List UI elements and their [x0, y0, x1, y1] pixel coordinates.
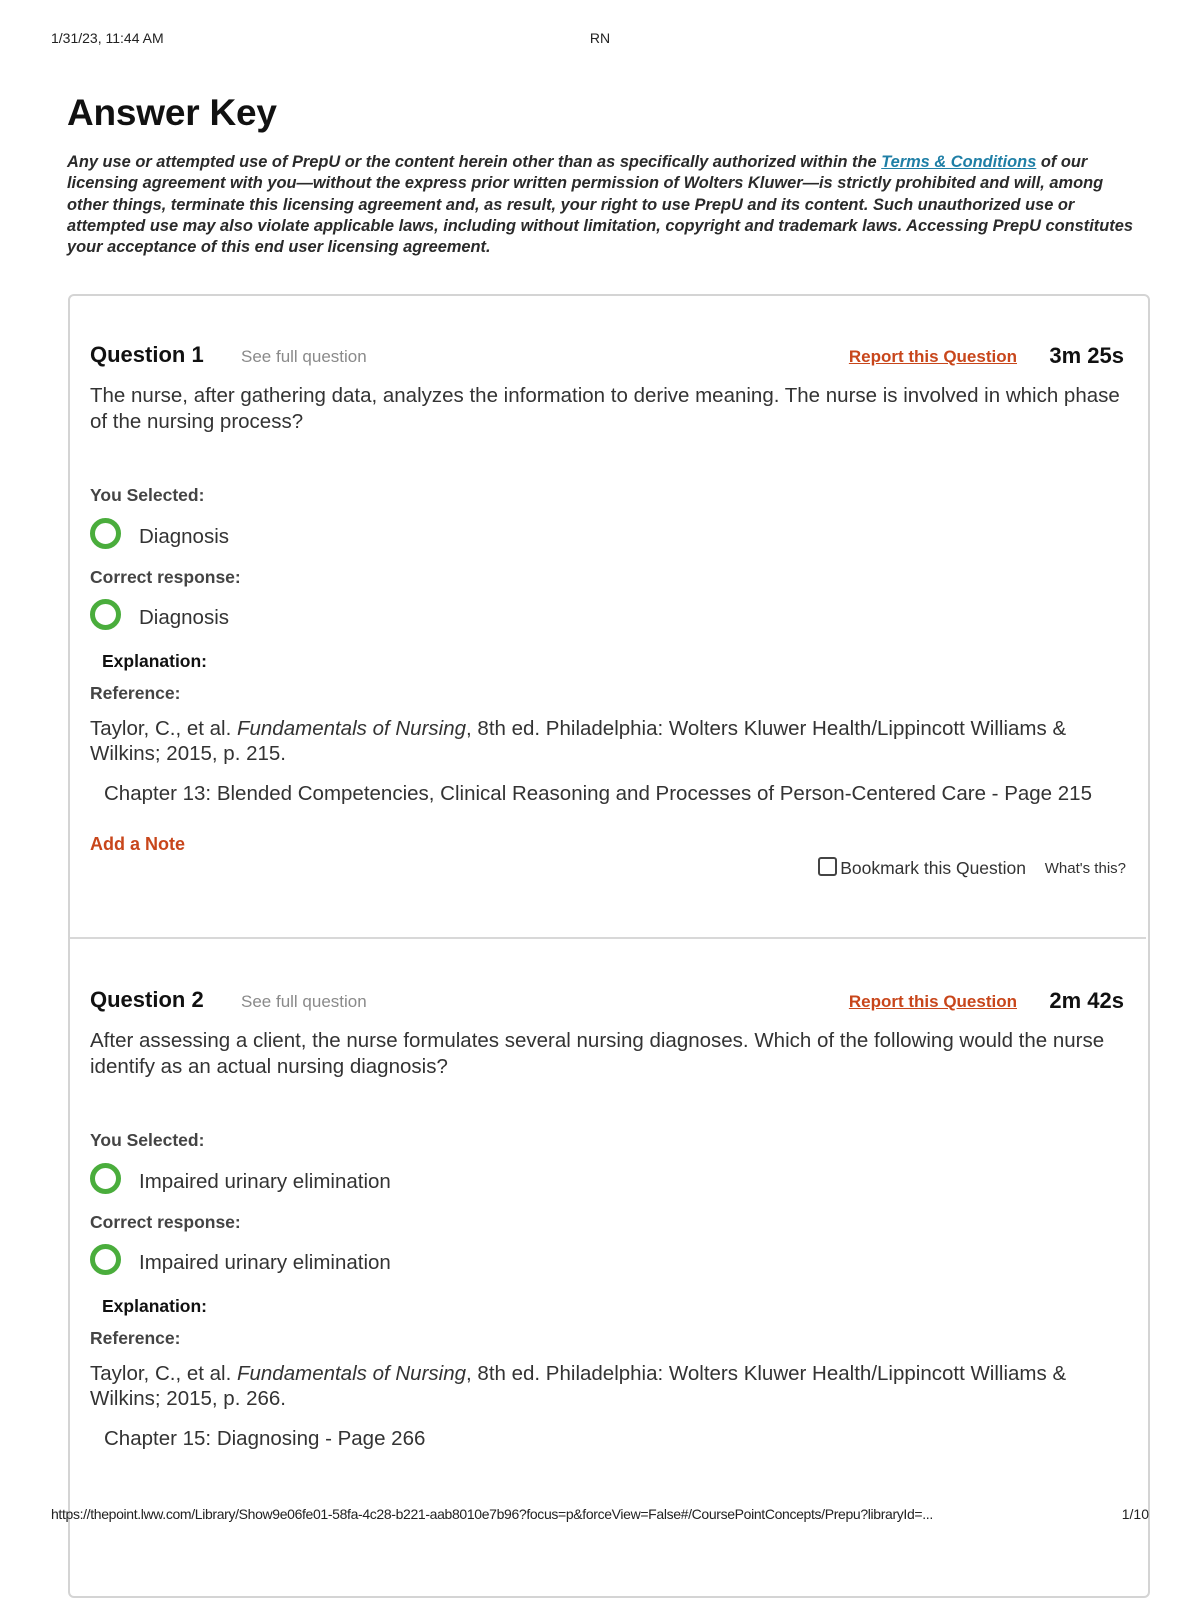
print-timestamp: 1/31/23, 11:44 AM [51, 30, 164, 46]
terms-conditions-link[interactable]: Terms & Conditions [881, 153, 1037, 171]
page-title: Answer Key [67, 92, 277, 133]
print-footer [51, 1506, 1149, 1526]
question-number: Question 2 [90, 987, 204, 1012]
bookmark-row [90, 857, 1130, 881]
correct-response-label: Correct response: [90, 1212, 241, 1232]
selected-answer-text: Diagnosis [139, 525, 230, 548]
chapter-reference: Chapter 13: Blended Competencies, Clinical Reasoning and Processes of Person-Centered Care - Page 215 [104, 782, 1092, 805]
correct-answer-text: Diagnosis [139, 606, 230, 629]
citation-title: Fundamentals of Nursing [236, 717, 467, 740]
citation-authors: Taylor, C., et al. [90, 717, 237, 740]
citation-details: , 8th ed. Philadelphia: Wolters Kluwer Health/Lippincott Williams & Wilkins; 2015, p. 266. [90, 1362, 1067, 1410]
question-1 [90, 340, 1130, 881]
reference-label: Reference: [90, 1328, 181, 1348]
question-header [90, 340, 1130, 374]
see-full-question-link[interactable]: See full question [241, 992, 367, 1011]
print-header [51, 30, 1149, 50]
explanation-label: Explanation: [102, 651, 208, 671]
report-question-link[interactable]: Report this Question [848, 347, 1017, 366]
print-page-number: 1/10 [1121, 1506, 1149, 1522]
question-time: 2m 42s [1049, 988, 1124, 1013]
citation-authors: Taylor, C., et al. [90, 1362, 237, 1385]
correct-circle-icon [90, 1163, 121, 1194]
print-title: RN [589, 30, 611, 46]
explanation-label: Explanation: [102, 1296, 208, 1316]
citation-details: , 8th ed. Philadelphia: Wolters Kluwer Health/Lippincott Williams & Wilkins; 2015, p. 215. [90, 717, 1067, 765]
report-question-link[interactable]: Report this Question [848, 992, 1017, 1011]
correct-circle-icon [90, 518, 121, 549]
question-text: The nurse, after gathering data, analyzes the information to derive meaning. The nurse is involved in which phase of the nursing process? [90, 384, 1120, 433]
legal-notice [67, 152, 1135, 258]
legal-text-end: of our licensing agreement with you—without the express prior written permission of Wolters Kluwer—is strictly prohibited and will, among other things, terminate this licensing agreement and, as result, your right to use PrepU and its content. Such unauthorized use or attempted use may also violate applicable laws, including without limitation, copyright and trademark laws. Accessing PrepU constitutes your acceptance of this end user licensing agreement. [67, 153, 1133, 257]
bookmark-checkbox[interactable] [818, 857, 837, 876]
question-number: Question 1 [90, 342, 204, 367]
reference-citation [90, 1361, 1110, 1411]
question-divider [70, 937, 1146, 939]
print-url: https://thepoint.lww.com/Library/Show9e06fe01-58fa-4c28-b221-aab8010e7b96?focus=p&forceView=False#/CoursePointConcepts/Prepu?libraryId=... [51, 1506, 933, 1522]
selected-answer [90, 515, 1130, 555]
bookmark-label: Bookmark this Question [840, 858, 1026, 878]
correct-response-label: Correct response: [90, 567, 241, 587]
question-time: 3m 25s [1049, 343, 1124, 368]
selected-answer-text: Impaired urinary elimination [139, 1170, 391, 1193]
question-header [90, 985, 1130, 1019]
correct-answer [90, 1241, 1130, 1281]
reference-label: Reference: [90, 683, 181, 703]
selected-answer [90, 1160, 1130, 1200]
you-selected-label: You Selected: [90, 485, 205, 505]
correct-answer [90, 596, 1130, 636]
chapter-reference: Chapter 15: Diagnosing - Page 266 [104, 1427, 426, 1450]
reference-citation [90, 716, 1110, 766]
see-full-question-link[interactable]: See full question [241, 347, 367, 366]
correct-answer-text: Impaired urinary elimination [139, 1251, 391, 1274]
bookmark-question[interactable] [818, 857, 1026, 879]
you-selected-label: You Selected: [90, 1130, 205, 1150]
correct-circle-icon [90, 1244, 121, 1275]
correct-circle-icon [90, 599, 121, 630]
question-text: After assessing a client, the nurse formulates several nursing diagnoses. Which of the following would the nurse identify as an actual nursing diagnosis? [90, 1029, 1105, 1078]
citation-title: Fundamentals of Nursing [236, 1362, 467, 1385]
add-note-link[interactable]: Add a Note [90, 834, 186, 854]
legal-text-start: Any use or attempted use of PrepU or the content herein other than as specifically authorized within the [67, 153, 882, 171]
question-2 [90, 985, 1130, 1451]
whats-this-link[interactable]: What's this? [1044, 860, 1126, 877]
